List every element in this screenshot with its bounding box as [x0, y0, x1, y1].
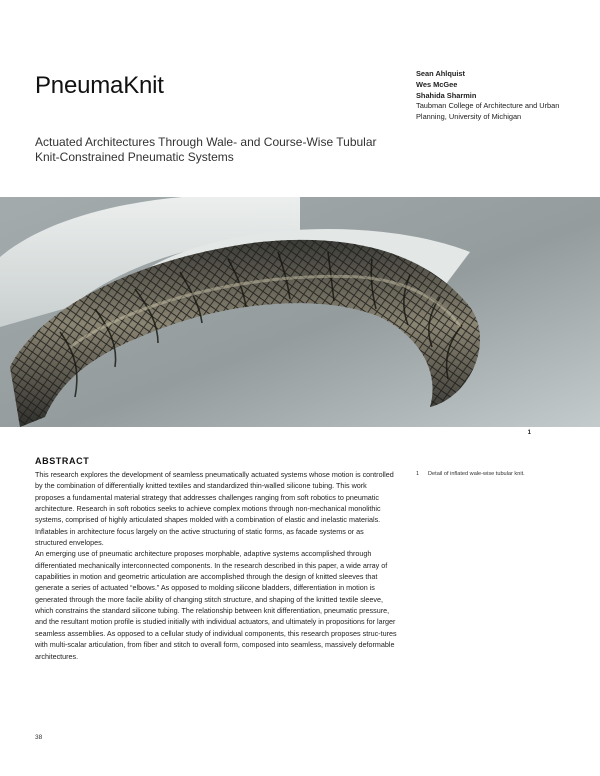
author-block	[416, 69, 566, 123]
paper-subtitle: Actuated Architectures Through Wale- and Course-Wise Tubular Knit-Constrained Pneumatic Systems	[35, 135, 377, 164]
author-name: Sean Ahlquist	[416, 69, 466, 78]
caption-text: Detail of inflated wale-wise tubular knit.	[428, 471, 525, 477]
author-affiliation: Taubman College of Architecture and Urban Planning, University of Michigan	[416, 101, 560, 122]
author-name: Shahida Sharmin	[416, 90, 477, 100]
figure-number: 1	[527, 430, 531, 436]
hero-figure-knit-photo	[0, 197, 600, 427]
knit-tube-illustration	[0, 197, 600, 427]
author-name: Wes McGee	[416, 79, 458, 89]
caption-number: 1	[416, 471, 420, 477]
abstract-paragraph: An emerging use of pneumatic architecture proposes morphable, adaptive systems accomplished through differentiated mechanically interconnected components. In the research described in this paper, a wide array of capabilities in motion and geometric articulation are accomplished through the design of knitted sleeves that generate a series of actuated “elbows.” As opposed to molding silicone bladders, differentiation in motion is generated through the more facile ability of changing stitch structure, and shaping of the knitted textile sleeve, which constrains the standard silicone tubing. The relationship between knit differentiation, pneumatic pressure, and the resultant motion profile is studied initially with individual actuators, and ultimately in propositions for larger seamless assemblies. As opposed to a cellular study of individual components, this research proposes struc-tures with multi-scalar articulation, from fiber and stitch to overall form, composed into seamless, massively deformable architectures.	[35, 549, 397, 661]
paper-title: PneumaKnit	[35, 72, 164, 99]
figure-caption	[416, 471, 538, 479]
abstract-body	[35, 469, 397, 662]
abstract-heading: ABSTRACT	[35, 456, 90, 466]
page-number: 38	[35, 734, 43, 741]
abstract-paragraph: This research explores the development of seamless pneumatically actuated systems whose motion is controlled by the combination of differentially knitted textiles and standardized thin-walled silicone tubing. This work proposes a fundamental material strategy that addresses challenges ranging from soft robotics to pneumatic architecture. Research in soft robotics seeks to achieve complex motions through non-mechanical monolithic systems, comprised of highly articulated shapes molded with a combination of elastic and inelastic materials. Inflatables in architecture focus largely on the active structuring of static forms, as facade systems or as structured envelopes.	[35, 470, 394, 548]
